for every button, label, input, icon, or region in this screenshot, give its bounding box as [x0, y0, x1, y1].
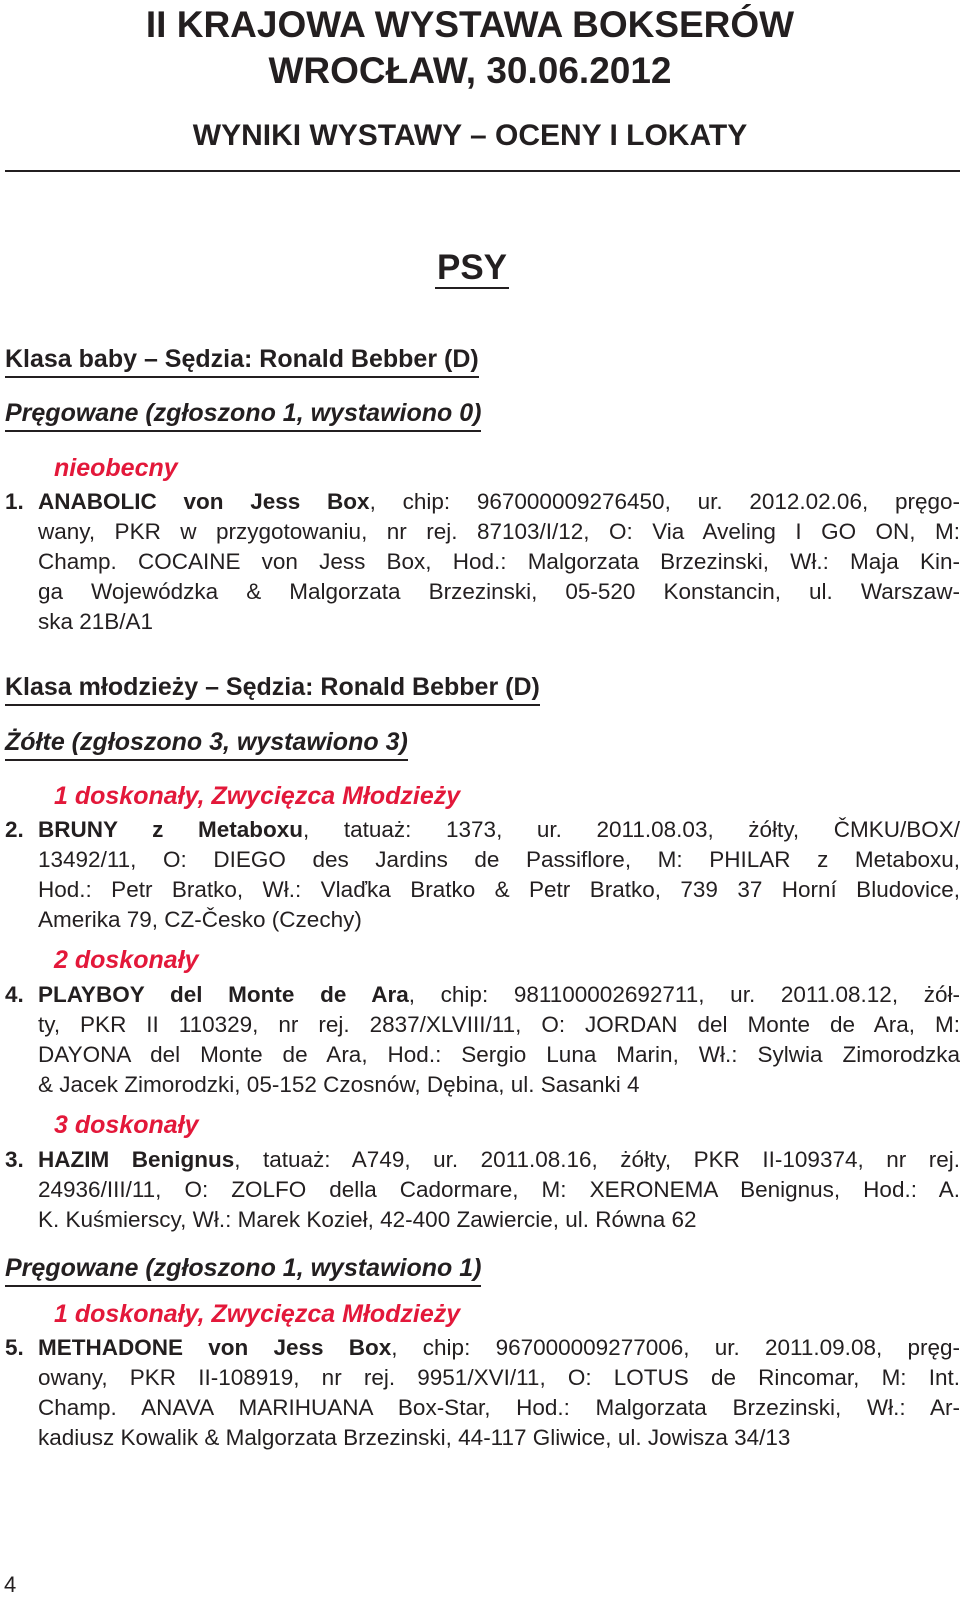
title-line-1: II KRAJOWA WYSTAWA BOKSERÓW — [145, 4, 795, 45]
entry-number: 2. — [5, 817, 24, 842]
class-heading-baby — [5, 344, 479, 374]
group-heading-mlodziezy-pregowane-text: Pręgowane (zgłoszono 1, wystawiono 1) — [5, 1254, 481, 1287]
group-heading-zolte-text: Żółte (zgłoszono 3, wystawiono 3) — [5, 728, 408, 761]
entry-text: owany, PKR II-108919, nr rej. 9951/XVI/11, O: LOTUS de Rincomar, M: Int. — [38, 1365, 960, 1390]
award-label: 1 doskonały, Zwycięzca Młodzieży — [54, 1300, 461, 1328]
entry-number: 3. — [5, 1147, 24, 1172]
header-divider — [5, 170, 960, 172]
entry-playboy — [5, 980, 960, 1100]
entry-number: 4. — [5, 982, 24, 1007]
entry-text: Amerika 79, CZ-Česko (Czechy) — [38, 907, 362, 932]
entry-text: , chip: 967000009276450, ur. 2012.02.06, pręgo- — [369, 489, 960, 514]
section-title-text: PSY — [436, 248, 508, 287]
entry-text: , tatuaż: 1373, ur. 2011.08.03, żółty, ČMKU/BOX/ — [303, 817, 960, 842]
entry-text: 24936/III/11, O: ZOLFO della Cadormare, M: XERONEMA Benignus, Hod.: A. — [38, 1177, 960, 1202]
entry-bruny — [5, 815, 960, 935]
entry-text: , chip: 981100002692711, ur. 2011.08.12, żół- — [408, 982, 960, 1007]
entry-hazim — [5, 1145, 960, 1235]
group-heading-baby-pregowane — [5, 398, 481, 428]
class-heading-mlodziezy-text: Klasa młodzieży – Sędzia: Ronald Bebber (D) — [5, 673, 540, 706]
entry-number: 5. — [5, 1335, 24, 1360]
entry-text: , tatuaż: A749, ur. 2011.08.16, żółty, PKR II-109374, nr rej. — [234, 1147, 960, 1172]
page-number: 4 — [4, 1572, 17, 1597]
entry-number: 1. — [5, 489, 24, 514]
group-heading-mlodziezy-pregowane — [5, 1253, 481, 1283]
award-label: 3 doskonały — [54, 1111, 199, 1139]
class-heading-baby-text: Klasa baby – Sędzia: Ronald Bebber (D) — [5, 345, 479, 378]
entry-text: Champ. COCAINE von Jess Box, Hod.: Malgorzata Brzezinski, Wł.: Maja Kin- — [38, 549, 960, 574]
dog-name: PLAYBOY del Monte de Ara — [38, 982, 409, 1007]
title-line-2: WROCŁAW, 30.06.2012 — [268, 50, 672, 91]
award-label: 2 doskonały — [54, 946, 199, 974]
group-heading-baby-pregowane-text: Pręgowane (zgłoszono 1, wystawiono 0) — [5, 399, 481, 432]
dog-name: BRUNY z Metaboxu — [38, 817, 304, 842]
entry-text: 13492/11, O: DIEGO des Jardins de Passiflore, M: PHILAR z Metaboxu, — [38, 847, 960, 872]
award-label: 1 doskonały, Zwycięzca Młodzieży — [54, 782, 461, 810]
entry-text: Hod.: Petr Bratko, Wł.: Vlaďka Bratko & Petr Bratko, 739 37 Horní Bludovice, — [38, 877, 960, 902]
section-title — [2, 247, 942, 289]
entry-text: , chip: 967000009277006, ur. 2011.09.08, pręg- — [391, 1335, 960, 1360]
dog-name: HAZIM Benignus — [38, 1147, 235, 1172]
entry-text: kadiusz Kowalik & Malgorzata Brzezinski, 44-117 Gliwice, ul. Jowisza 34/13 — [38, 1425, 791, 1450]
entry-anabolic — [5, 487, 960, 637]
entry-text: Champ. ANAVA MARIHUANA Box-Star, Hod.: Malgorzata Brzezinski, Wł.: Ar- — [38, 1395, 960, 1420]
dog-name: METHADONE von Jess Box — [38, 1335, 392, 1360]
dog-name: ANABOLIC von Jess Box — [38, 489, 370, 514]
entry-methadone — [5, 1333, 960, 1453]
entry-text: DAYONA del Monte de Ara, Hod.: Sergio Luna Marin, Wł.: Sylwia Zimorodzka — [38, 1042, 960, 1067]
entry-text: & Jacek Zimorodzki, 05-152 Czosnów, Dębina, ul. Sasanki 4 — [38, 1072, 640, 1097]
class-heading-mlodziezy — [5, 672, 540, 702]
group-heading-zolte — [5, 727, 408, 757]
entry-text: ska 21B/A1 — [38, 609, 154, 634]
entry-text: ty, PKR II 110329, nr rej. 2837/XLVIII/11, O: JORDAN del Monte de Ara, M: — [38, 1012, 960, 1037]
entry-text: K. Kuśmierscy, Wł.: Marek Kozieł, 42-400 Zawiercie, ul. Równa 62 — [38, 1207, 697, 1232]
entry-text: wany, PKR w przygotowaniu, nr rej. 87103/I/12, O: Via Aveling I GO ON, M: — [38, 519, 960, 544]
subtitle: WYNIKI WYSTAWY – OCENY I LOKATY — [192, 119, 748, 152]
entry-text: ga Wojewódzka & Malgorzata Brzezinski, 05-520 Konstancin, ul. Warszaw- — [38, 579, 960, 604]
award-label: nieobecny — [54, 454, 178, 482]
